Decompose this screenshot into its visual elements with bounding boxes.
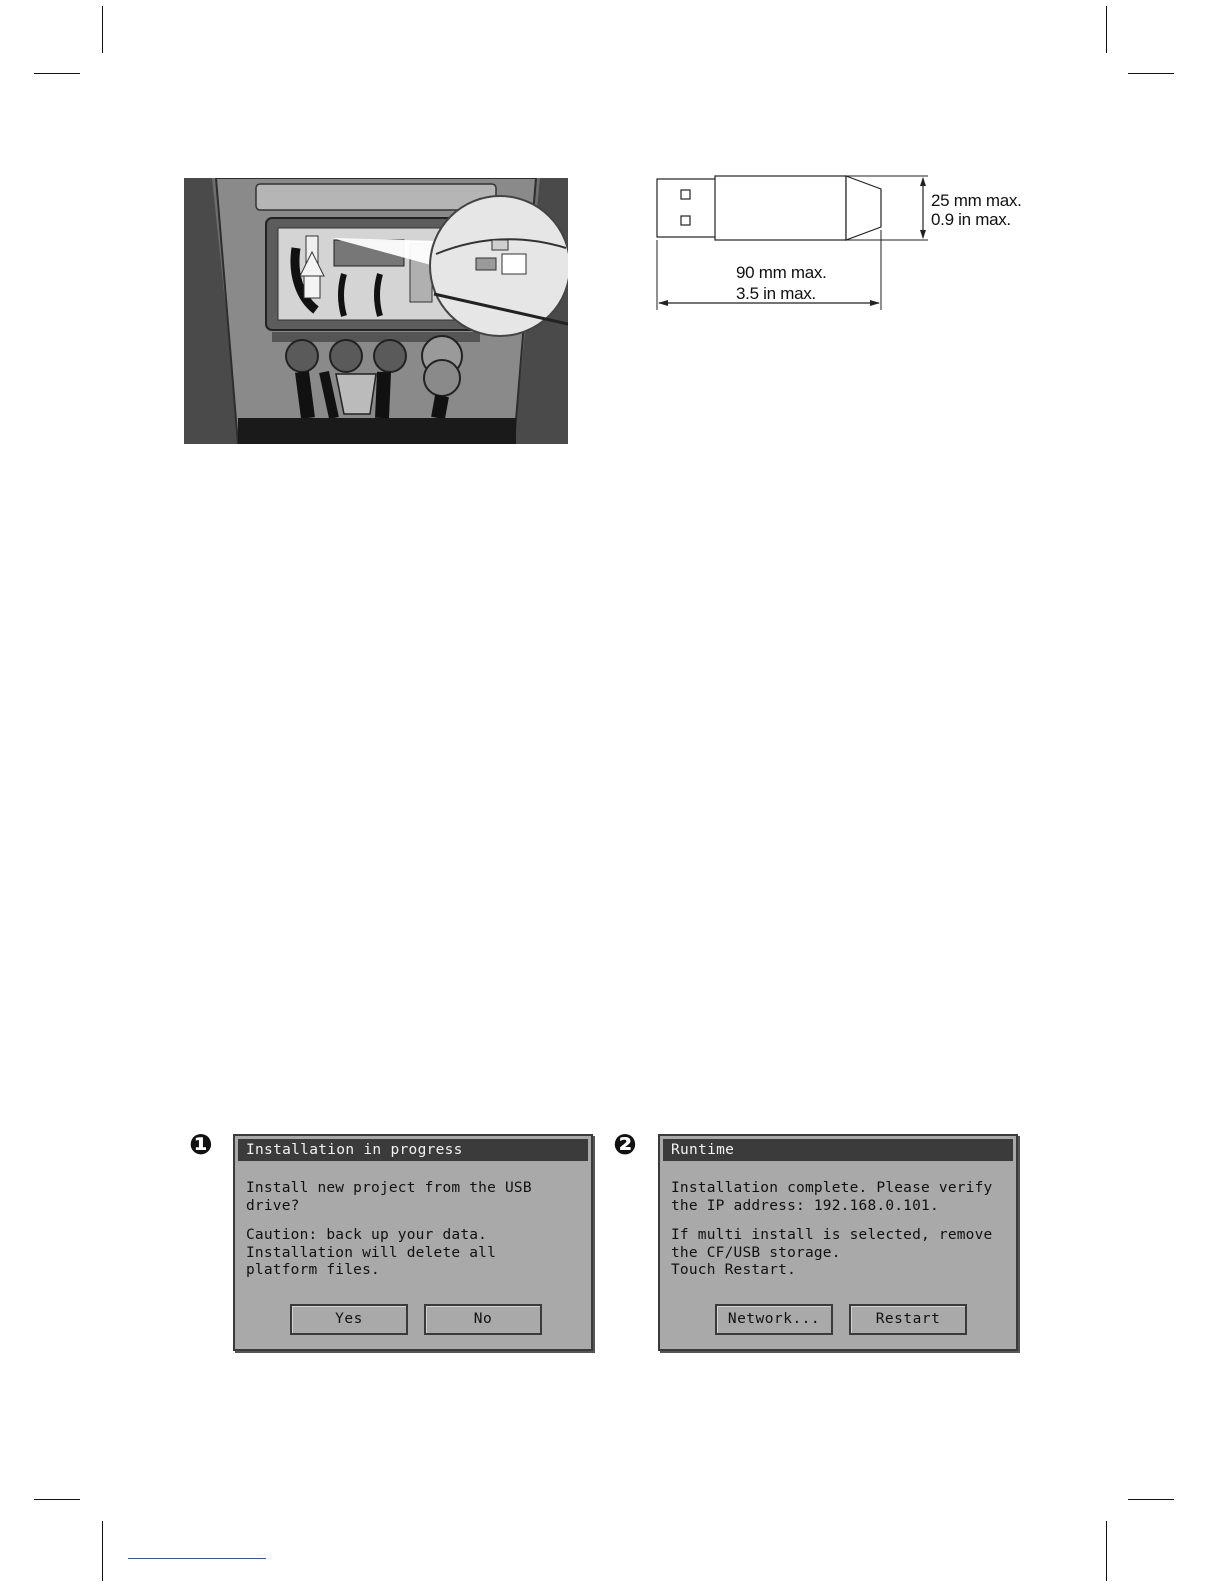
crop-mark-bottom-right-vertical [1106,1521,1107,1581]
height-imperial-label: 0.9 in max. [931,210,1011,229]
length-imperial-label: 3.5 in max. [736,284,816,303]
crop-mark-bottom-left-vertical [102,1521,103,1581]
crop-mark-top-left-horizontal [34,73,80,74]
footer-link-underline [128,1558,266,1559]
dialog-caution-message: Caution: back up your data. Installation will delete all platform files. [246,1227,497,1278]
restart-button[interactable]: Restart [849,1304,967,1335]
yes-button[interactable]: Yes [290,1304,408,1335]
dialog-body [671,1180,1008,1292]
no-button[interactable]: No [424,1304,542,1335]
dialog-body [246,1180,583,1292]
usb-connector [657,179,717,237]
runtime-dialog [658,1134,1018,1351]
length-metric-label: 90 mm max. [736,263,827,282]
network-button[interactable]: Network... [715,1304,833,1335]
dialog-message: Install new project from the USB drive? [246,1180,532,1214]
height-metric-label: 25 mm max. [931,191,1022,210]
dialog-title: Installation in progress [238,1139,588,1161]
step-1-marker: ❶ [189,1128,213,1161]
crop-mark-bottom-left-horizontal [34,1499,80,1500]
crop-mark-top-left-vertical [102,6,103,53]
dialog-instructions: If multi install is selected, remove the CF/USB storage. Touch Restart. [671,1227,993,1278]
usb-contact-hole [681,216,690,225]
crop-mark-bottom-right-horizontal [1128,1499,1174,1500]
crop-mark-top-right-horizontal [1128,73,1174,74]
usb-cap [846,176,881,240]
usb-body [715,176,846,240]
device-usb-port-illustration [184,178,568,444]
step-2-marker: ❷ [613,1128,637,1161]
crop-mark-top-right-vertical [1106,6,1107,53]
install-confirm-dialog [233,1134,593,1351]
usb-drive-dimension-drawing [648,170,1048,315]
usb-contact-hole [681,190,690,199]
dialog-message: Installation complete. Please verify the IP address: 192.168.0.101. [671,1180,993,1214]
dialog-title: Runtime [663,1139,1013,1161]
